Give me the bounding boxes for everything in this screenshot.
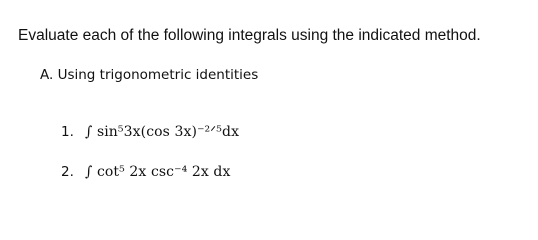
- problem-1: [61, 124, 239, 140]
- problem-number: 1.: [61, 124, 74, 140]
- integral-expression: ∫ cot⁵ 2x csc⁻⁴ 2x dx: [85, 164, 231, 180]
- problem-2: [61, 164, 230, 180]
- section-title: A. Using trigonometric identities: [40, 67, 259, 83]
- problem-number: 2.: [61, 164, 74, 180]
- instructions-heading: Evaluate each of the following integrals using the indicated method.: [18, 27, 481, 44]
- integral-expression: ∫ sin⁵3x(cos 3x)⁻²ᐟ⁵dx: [85, 124, 240, 140]
